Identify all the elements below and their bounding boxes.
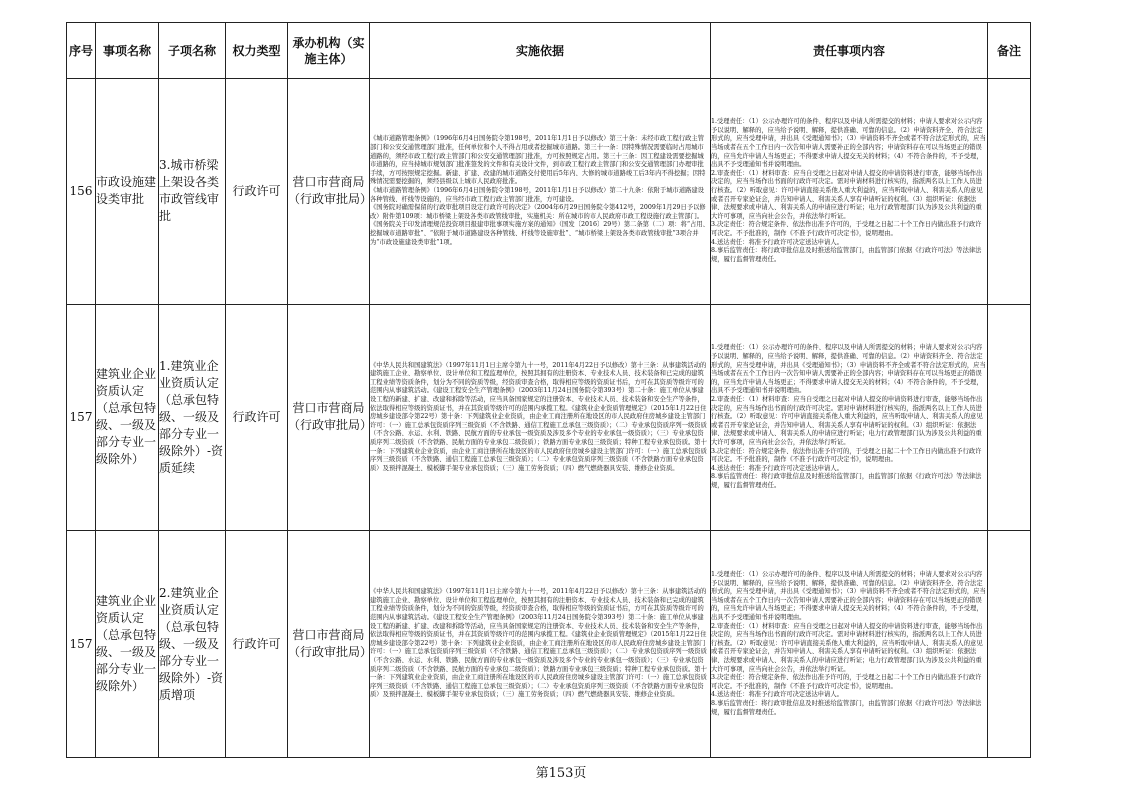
row-item-name: 建筑业企业资质认定（总承包特级、一级及部分专业一级除外）: [96, 304, 159, 531]
row-sub-item: 2.建筑业企业资质认定（总承包特级、一级及部分专业一级除外）-资质增项: [159, 531, 226, 758]
row-agency: 营口市营商局（行政审批局）: [288, 531, 370, 758]
responsibility-paragraph: 8.事后监管责任：将行政审批信息及时推送给监管部门，由监管部门依据《行政许可法》等法律法规，履行监督管理责任。: [711, 247, 982, 263]
responsibility-paragraph: 1.受理责任：（1）公示办理许可的条件、程序以及申请人所需提交的材料；申请人要求对公示内容予以说明、解释的，应当给予说明、解释，提供准确、可靠的信息。（2）申请资料齐全、符合法定形式的，应当受理申请，并出具《受理通知书》；（3）申请资料不齐全或者不符合法定形式的，应当当场或者在五个工作日内一次告知申请人需要补正的全部内容；申请资料存在可以当场更正的错误的，应当允许申请人当场更正；不得要求申请人提交无关的材料；（4）不符合条件的，不予受理，出具不予受理通知书并说明理由。: [711, 344, 986, 395]
basis-paragraph: 《国务院对确需保留的行政审批项目设定行政许可的决定》（2004年6月29日国务院令第412号，2009年1月29日予以修改）附件第109项：城市桥梁上架设各类市政管线审批，实施机关：所在城市的市人民政府市政工程设施行政主管部门。: [370, 204, 706, 220]
responsibility-paragraph: 4.送达责任：将准予行政许可决定送达申请人。: [711, 238, 843, 246]
row-responsibility: [711, 304, 988, 531]
basis-paragraph: 《城市道路管理条例》（1996年6月4日国务院令第198号，2011年1月1日予以修改）第三十条：未经市政工程行政主管部门和公安交通管理部门批准，任何单位和个人不得占用或者挖掘城市道路。第三十一条：因特殊情况需要临时占用城市道路的，须经市政工程行政主管部门和公安交通管理部门批准，方可按照规定占用。第三十三条：因工程建设需要挖掘城市道路的，应当持城市规划部门批准签发的文件和有关设计文件，到市政工程行政主管部门和公安交通管理部门办理审批手续，方可按照规定挖掘。新建、扩建、改建的城市道路交付使用后5年内、大修的城市道路竣工后3年内不得挖掘；因特殊情况需要挖掘的，须经县级以上城市人民政府批准。: [370, 135, 706, 186]
row-responsibility: [711, 79, 988, 305]
row-seq: 157: [67, 531, 96, 758]
header-remark: 备注: [988, 23, 1031, 79]
header-seq: 序号: [67, 23, 96, 79]
row-basis: [370, 79, 711, 305]
responsibility-paragraph: 8.事后监管责任：将行政审批信息及时推送给监管部门，由监管部门依据《行政许可法》等法律法规，履行监督管理责任。: [711, 700, 982, 716]
row-basis: [370, 531, 711, 758]
row-item-name: 市政设施建设类审批: [96, 79, 159, 305]
table-row: [67, 79, 1031, 305]
row-responsibility: [711, 531, 988, 758]
responsibility-table: [66, 22, 1031, 758]
row-seq: 157: [67, 304, 96, 531]
responsibility-paragraph: 1.受理责任：（1）公示办理许可的条件、程序以及申请人所需提交的材料；申请人要求对公示内容予以说明、解释的，应当给予说明、解释，提供准确、可靠的信息。（2）申请资料齐全、符合法定形式的，应当受理申请，并出具《受理通知书》；（3）申请资料不齐全或者不符合法定形式的，应当当场或者在五个工作日内一次告知申请人需要补正的全部内容；申请资料存在可以当场更正的错误的，应当允许申请人当场更正；不得要求申请人提交无关的材料；（4）不符合条件的，不予受理，出具不予受理通知书并说明理由。: [711, 118, 986, 169]
responsibility-paragraph: 2.审查责任：（1）材料审查：应当自受理之日起对申请人提交的申请资料进行审查，能够当场作出决定的，应当当场作出书面的行政许可决定。需对申请材料进行核实的，指派两名以上工作人员进行核查。（2）听取意见：许可申请直接关系他人重大利益的，应当听取申请人、利害关系人的意见或者召开专家论证会，并告知申请人、利害关系人享有申请听证的权利。（3）组织听证：依据法律、法规要求或申请人、利害关系人的申请应进行听证；电力行政管理部门认为涉及公共利益的重大许可事项，应当向社会公告，并依法举行听证。: [711, 396, 983, 446]
responsibility-paragraph: 3.决定责任：符合规定条件、依法作出准予许可的，于受理之日起二十个工作日内做出准予行政许可决定。不予批准的，制作《不准予行政许可决定书》，说明理由。: [711, 221, 982, 237]
basis-paragraph: 《中华人民共和国建筑法》（1997年11月1日主席令第九十一号，2011年4月22日予以修改）第十三条：从事建筑活动的建筑施工企业、勘察单位、设计单位和工程监理单位，按照其拥有的注册资本、专业技术人员、技术装备和已完成的建筑工程业绩等资质条件，划分为不同的资质等级，经资质审查合格，取得相应等级的资质证书后，方可在其资质等级许可的范围内从事建筑活动。《建设工程安全生产管理条例》（2003年11月24日国务院令第393号）第二十条：施工单位从事建设工程的新建、扩建、改建和拆除等活动，应当具备国家规定的注册资本、专业技术人员、技术装备和安全生产等条件，依法取得相应等级的资质证书，并在其资质等级许可的范围内承揽工程。《建筑业企业资质管理规定》（2015年1月22日住房城乡建设部令第22号）第十条：下列建筑业企业资质，由企业工商注册所在地设区的市人民政府住房城乡建设主管部门许可：（一）施工总承包资质序列三级资质（不含铁路、通信工程施工总承包三级资质）；（二）专业承包资质序列一级资质（不含公路、水运、水利、铁路、民航方面的专业承包一级资质及涉及多个专业的专业承包一级资质）；（三）专业承包资质序列二级资质（不含铁路、民航方面的专业承包二级资质）；铁路方面专业承包三级资质；特种工程专业承包资质。第十一条：下列建筑业企业资质，由企业工商注册所在地设区的市人民政府住房城乡建设主管部门许可：（一）施工总承包资质序列三级资质（不含铁路、通信工程施工总承包三级资质）；（二）专业承包资质序列三级资质（不含铁路方面专业承包资质）及预拌混凝土、模板脚手架专业承包资质；（三）施工劳务资质；（四）燃气燃烧器具安装、维修企业资质。: [370, 361, 707, 472]
row-agency: 营口市营商局（行政审批局）: [288, 304, 370, 531]
row-power-type: 行政许可: [226, 531, 288, 758]
header-sub-item: 子项名称: [159, 23, 226, 79]
row-remark: [988, 304, 1031, 531]
table-row: [67, 531, 1031, 758]
responsibility-paragraph: 4.送达责任：将准予行政许可决定送达申请人。: [711, 691, 843, 699]
row-power-type: 行政许可: [226, 79, 288, 305]
basis-paragraph: 《中华人民共和国建筑法》（1997年11月1日主席令第九十一号，2011年4月22日予以修改）第十三条：从事建筑活动的建筑施工企业、勘察单位、设计单位和工程监理单位，按照其拥有的注册资本、专业技术人员、技术装备和已完成的建筑工程业绩等资质条件，划分为不同的资质等级，经资质审查合格，取得相应等级的资质证书后，方可在其资质等级许可的范围内从事建筑活动。《建设工程安全生产管理条例》（2003年11月24日国务院令第393号）第二十条：施工单位从事建设工程的新建、扩建、改建和拆除等活动，应当具备国家规定的注册资本、专业技术人员、技术装备和安全生产等条件，依法取得相应等级的资质证书，并在其资质等级许可的范围内承揽工程。《建筑业企业资质管理规定》（2015年1月22日住房城乡建设部令第22号）第十条：下列建筑业企业资质，由企业工商注册所在地设区的市人民政府住房城乡建设主管部门许可：（一）施工总承包资质序列三级资质（不含铁路、通信工程施工总承包三级资质）；（二）专业承包资质序列一级资质（不含公路、水运、水利、铁路、民航方面的专业承包一级资质及涉及多个专业的专业承包一级资质）；（三）专业承包资质序列二级资质（不含铁路、民航方面的专业承包二级资质）；铁路方面专业承包三级资质；特种工程专业承包资质。第十一条：下列建筑业企业资质，由企业工商注册所在地设区的市人民政府住房城乡建设主管部门许可：（一）施工总承包资质序列三级资质（不含铁路、通信工程施工总承包三级资质）；（二）专业承包资质序列三级资质（不含铁路方面专业承包资质）及预拌混凝土、模板脚手架专业承包资质；（三）施工劳务资质；（四）燃气燃烧器具安装、维修企业资质。: [370, 588, 707, 699]
row-basis: [370, 304, 711, 531]
responsibility-paragraph: 4.送达责任：将准予行政许可决定送达申请人。: [711, 464, 843, 472]
basis-paragraph: 《国务院关于印发清理规范投资项目报建审批事项实施方案的通知》（国发〔2016〕29号）第二条第（二）项：将“占用、挖掘城市道路审批”、“依附于城市道路建设各种管线、杆线等设施审批”、“城市桥梁上架设各类市政管线审批”3项合并为“市政设施建设类审批”1项。: [370, 221, 709, 246]
table-row: [67, 304, 1031, 531]
row-agency: 营口市营商局（行政审批局）: [288, 79, 370, 305]
responsibility-paragraph: 2.审查责任：（1）材料审查：应当自受理之日起对申请人提交的申请资料进行审查，能够当场作出决定的，应当当场作出书面的行政许可决定。需对申请材料进行核实的，指派两名以上工作人员进行核查。（2）听取意见：许可申请直接关系他人重大利益的，应当听取申请人、利害关系人的意见或者召开专家论证会，并告知申请人、利害关系人享有申请听证的权利。（3）组织听证：依据法律、法规要求或申请人、利害关系人的申请应进行听证；电力行政管理部门认为涉及公共利益的重大许可事项，应当向社会公告，并依法举行听证。: [711, 169, 983, 220]
header-responsibility: 责任事项内容: [711, 23, 988, 79]
row-seq: 156: [67, 79, 96, 305]
row-remark: [988, 531, 1031, 758]
header-row: [67, 23, 1031, 79]
row-power-type: 行政许可: [226, 304, 288, 531]
row-remark: [988, 79, 1031, 305]
responsibility-paragraph: 3.决定责任：符合规定条件、依法作出准予许可的，于受理之日起二十个工作日内做出准予行政许可决定。不予批准的，制作《不准予行政许可决定书》，说明理由。: [711, 447, 982, 464]
responsibility-paragraph: 3.决定责任：符合规定条件、依法作出准予许可的，于受理之日起二十个工作日内做出准予行政许可决定。不予批准的，制作《不准予行政许可决定书》，说明理由。: [711, 674, 982, 690]
row-item-name: 建筑业企业资质认定（总承包特级、一级及部分专业一级除外）: [96, 531, 159, 758]
header-agency: 承办机构（实施主体）: [288, 23, 370, 79]
responsibility-paragraph: 8.事后监管责任：将行政审批信息及时推送给监管部门，由监管部门依据《行政许可法》等法律法规，履行监督管理责任。: [711, 473, 982, 489]
header-power-type: 权力类型: [226, 23, 288, 79]
header-basis: 实施依据: [370, 23, 711, 79]
row-sub-item: 3.城市桥梁上架设各类市政管线审批: [159, 79, 226, 305]
responsibility-paragraph: 1.受理责任：（1）公示办理许可的条件、程序以及申请人所需提交的材料；申请人要求对公示内容予以说明、解释的，应当给予说明、解释，提供准确、可靠的信息。（2）申请资料齐全、符合法定形式的，应当受理申请，并出具《受理通知书》；（3）申请资料不齐全或者不符合法定形式的，应当当场或者在五个工作日内一次告知申请人需要补正的全部内容；申请资料存在可以当场更正的错误的，应当允许申请人当场更正；不得要求申请人提交无关的材料；（4）不符合条件的，不予受理，出具不予受理通知书并说明理由。: [711, 571, 986, 622]
header-item-name: 事项名称: [96, 23, 159, 79]
basis-paragraph: 《城市道路管理条例》（1996年6月4日国务院令第198号，2011年1月1日予以修改）第二十九条：依附于城市道路建设各种管线、杆线等设施的，应当经市政工程行政主管部门批准，方可建设。: [370, 187, 705, 203]
page-number: 第153页: [535, 766, 587, 781]
row-sub-item: 1.建筑业企业资质认定（总承包特级、一级及部分专业一级除外）-资质延续: [159, 304, 226, 531]
responsibility-paragraph: 2.审查责任：（1）材料审查：应当自受理之日起对申请人提交的申请资料进行审查，能够当场作出决定的，应当当场作出书面的行政许可决定。需对申请材料进行核实的，指派两名以上工作人员进行核查。（2）听取意见：许可申请直接关系他人重大利益的，应当听取申请人、利害关系人的意见或者召开专家论证会，并告知申请人、利害关系人享有申请听证的权利。（3）组织听证：依据法律、法规要求或申请人、利害关系人的申请应进行听证；电力行政管理部门认为涉及公共利益的重大许可事项，应当向社会公告，并依法举行听证。: [711, 622, 983, 673]
